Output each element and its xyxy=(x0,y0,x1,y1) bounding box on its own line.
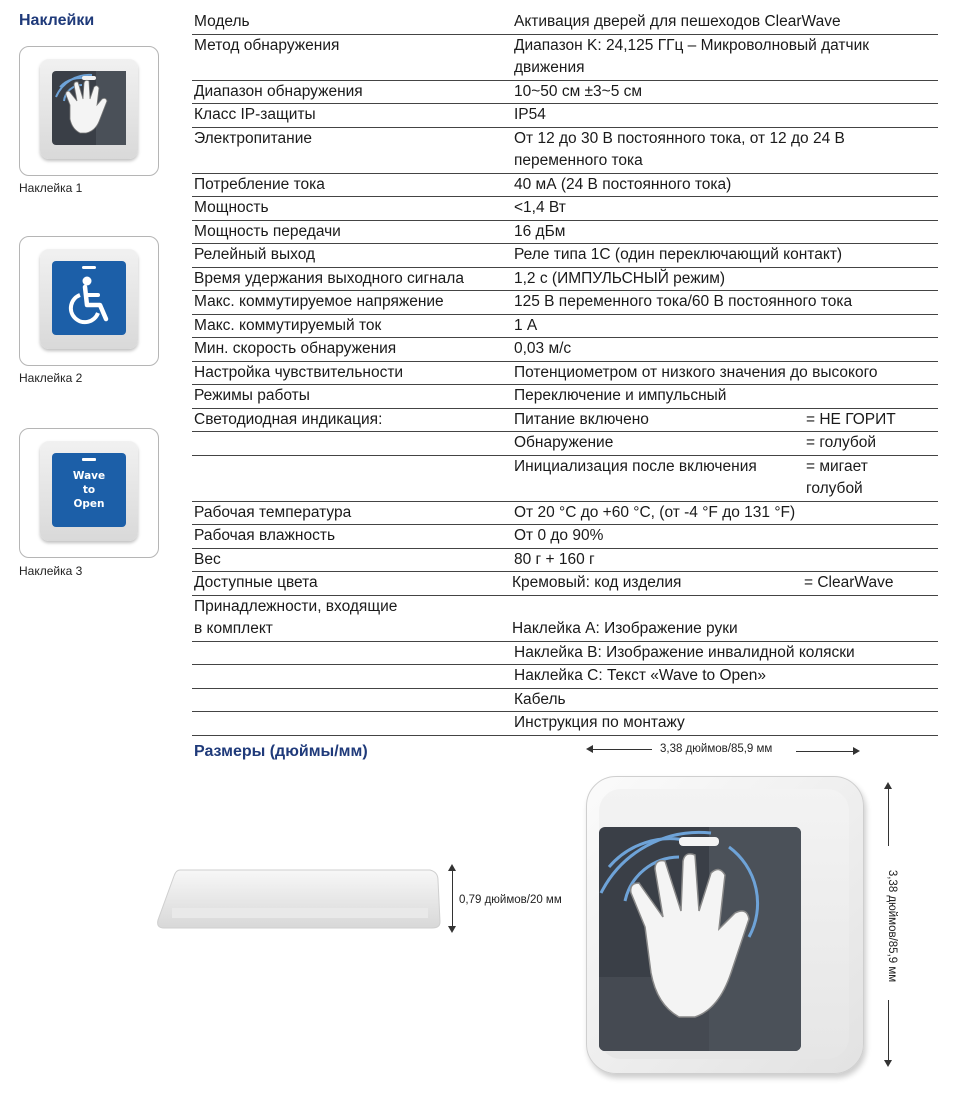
color-code: = ClearWave xyxy=(804,574,894,591)
color-name: Кремовый: код изделия xyxy=(512,574,682,591)
table-row xyxy=(192,665,938,689)
spec-value: Диапазон K: 24,125 ГГц – Микроволновый датчик движения xyxy=(512,34,938,80)
arrow-head-icon xyxy=(448,926,456,933)
table-row xyxy=(192,595,938,641)
sticker-text-wave: Wave xyxy=(72,470,106,482)
stickers-heading: Наклейки xyxy=(19,12,95,29)
table-row xyxy=(192,197,938,221)
table-row xyxy=(192,244,938,268)
width-label: 3,38 дюймов/85,9 мм xyxy=(660,743,773,755)
accessories-label-2: в комплект xyxy=(194,620,273,637)
spec-value: От 12 до 30 В постоянного тока, от 12 до 24 В переменного тока xyxy=(512,127,938,173)
width-arrow-right xyxy=(796,751,856,752)
spec-label: Доступные цвета xyxy=(192,572,512,596)
spec-label: Макс. коммутируемый ток xyxy=(192,314,512,338)
sticker-plate xyxy=(40,59,138,159)
spec-label: Мощность передачи xyxy=(192,220,512,244)
height-label: 3,38 дюймов/85,9 мм xyxy=(886,869,898,983)
spec-value: От 0 до 90% xyxy=(512,525,938,549)
spec-label: Время удержания выходного сигнала xyxy=(192,267,512,291)
hand-sticker-face xyxy=(52,71,126,145)
spec-value: 40 мА (24 В постоянного тока) xyxy=(512,173,938,197)
spec-value: Наклейка A: Изображение руки xyxy=(512,595,938,641)
spec-label: Рабочая влажность xyxy=(192,525,512,549)
table-row xyxy=(192,548,938,572)
table-row xyxy=(192,361,938,385)
table-row xyxy=(192,34,938,80)
arrow-head-icon xyxy=(448,864,456,871)
table-row xyxy=(192,432,938,456)
spec-label: Макс. коммутируемое напряжение xyxy=(192,291,512,315)
table-row xyxy=(192,641,938,665)
height-arrow-top xyxy=(888,786,889,846)
table-row xyxy=(192,455,938,501)
spec-label: Вес xyxy=(192,548,512,572)
hand-wave-icon xyxy=(599,827,801,1051)
table-row xyxy=(192,572,938,596)
sticker-3-caption: Наклейка 3 xyxy=(19,564,83,578)
spec-value: Активация дверей для пешеходов ClearWave xyxy=(512,11,938,34)
depth-label: 0,79 дюймов/20 мм xyxy=(459,894,562,906)
spec-value: 10~50 см ±3~5 см xyxy=(512,80,938,104)
led-value: = мигает голубой xyxy=(806,457,868,497)
device-side-view xyxy=(150,862,450,934)
spec-value: IP54 xyxy=(512,104,938,128)
spec-value: Потенциометром от низкого значения до высокого xyxy=(512,361,938,385)
spec-label: Рабочая температура xyxy=(192,501,512,525)
arrow-head-icon xyxy=(586,745,593,753)
spec-value: <1,4 Вт xyxy=(512,197,938,221)
led-row xyxy=(514,456,938,501)
table-row xyxy=(192,220,938,244)
depth-arrow xyxy=(452,868,453,930)
spec-label: Настройка чувствительности xyxy=(192,361,512,385)
spec-label: Метод обнаружения xyxy=(192,34,512,80)
wheelchair-sticker-face xyxy=(52,261,126,335)
table-row xyxy=(192,314,938,338)
spec-value: 0,03 м/с xyxy=(512,338,938,362)
spec-value: Кабель xyxy=(512,688,938,712)
table-row xyxy=(192,688,938,712)
table-row xyxy=(192,408,938,432)
led-state: Питание включено xyxy=(514,410,649,428)
spec-value: 1 А xyxy=(512,314,938,338)
sticker-1-card xyxy=(19,46,159,176)
table-row xyxy=(192,267,938,291)
table-row xyxy=(192,291,938,315)
spec-label: Электропитание xyxy=(192,127,512,173)
led-row xyxy=(514,409,938,432)
spec-label: Класс IP-защиты xyxy=(192,104,512,128)
arrow-head-icon xyxy=(884,782,892,789)
spec-value: От 20 °C до +60 °C, (от -4 °F до 131 °F) xyxy=(512,501,938,525)
spec-value xyxy=(512,432,938,456)
sticker-2-caption: Наклейка 2 xyxy=(19,371,83,385)
spec-value xyxy=(512,572,938,596)
wave-to-open-sticker-face xyxy=(52,453,126,527)
height-arrow-bottom xyxy=(888,1000,889,1062)
sticker-plate xyxy=(40,249,138,349)
arrow-head-icon xyxy=(853,747,860,755)
spec-value: Наклейка B: Изображение инвалидной коляски xyxy=(512,641,938,665)
arrow-head-icon xyxy=(884,1060,892,1067)
spec-value: 125 В переменного тока/60 В постоянного тока xyxy=(512,291,938,315)
spec-label: Светодиодная индикация: xyxy=(192,408,512,432)
spec-label: Диапазон обнаружения xyxy=(192,80,512,104)
wheelchair-icon xyxy=(52,261,126,335)
table-row xyxy=(192,385,938,409)
color-row xyxy=(512,572,938,595)
spec-value xyxy=(512,408,938,432)
spec-label xyxy=(192,595,512,641)
spec-value: 16 дБм xyxy=(512,220,938,244)
spec-label: Модель xyxy=(192,11,512,34)
led-value: = голубой xyxy=(806,434,877,451)
spec-value: 80 г + 160 г xyxy=(512,548,938,572)
accessories-label-1: Принадлежности, входящие xyxy=(194,597,398,615)
width-arrow-left xyxy=(590,749,652,750)
spec-label: Потребление тока xyxy=(192,173,512,197)
sticker-3-card xyxy=(19,428,159,558)
spec-value xyxy=(512,455,938,501)
spec-label: Релейный выход xyxy=(192,244,512,268)
sticker-text-to: to xyxy=(82,484,96,496)
led-row xyxy=(514,432,938,455)
spec-label: Мощность xyxy=(192,197,512,221)
sticker-indicator xyxy=(82,458,96,461)
spec-value: Наклейка C: Текст «Wave to Open» xyxy=(512,665,938,689)
table-row xyxy=(192,712,938,736)
spec-label: Мин. скорость обнаружения xyxy=(192,338,512,362)
sticker-1-caption: Наклейка 1 xyxy=(19,181,83,195)
table-row xyxy=(192,525,938,549)
sticker-2-card xyxy=(19,236,159,366)
table-row xyxy=(192,80,938,104)
dimensions-heading: Размеры (дюймы/мм) xyxy=(194,743,368,760)
table-row xyxy=(192,338,938,362)
spec-value: Инструкция по монтажу xyxy=(512,712,938,736)
led-state: Обнаружение xyxy=(514,434,614,451)
spec-value: Реле типа 1С (один переключающий контакт) xyxy=(512,244,938,268)
table-row xyxy=(192,104,938,128)
sticker-text-open: Open xyxy=(73,498,105,510)
spec-value: Переключение и импульсный xyxy=(512,385,938,409)
hand-wave-icon xyxy=(52,71,126,145)
led-state: Инициализация после включения xyxy=(514,457,757,475)
spec-label: Режимы работы xyxy=(192,385,512,409)
spec-table xyxy=(192,11,938,736)
table-row xyxy=(192,501,938,525)
device-front-view xyxy=(586,776,864,1074)
led-value: = НЕ ГОРИТ xyxy=(806,410,896,428)
sticker-plate xyxy=(40,441,138,541)
spec-value: 1,2 с (ИМПУЛЬСНЫЙ режим) xyxy=(512,267,938,291)
table-row xyxy=(192,127,938,173)
sensor-face xyxy=(599,827,801,1051)
table-row xyxy=(192,173,938,197)
table-row xyxy=(192,11,938,34)
